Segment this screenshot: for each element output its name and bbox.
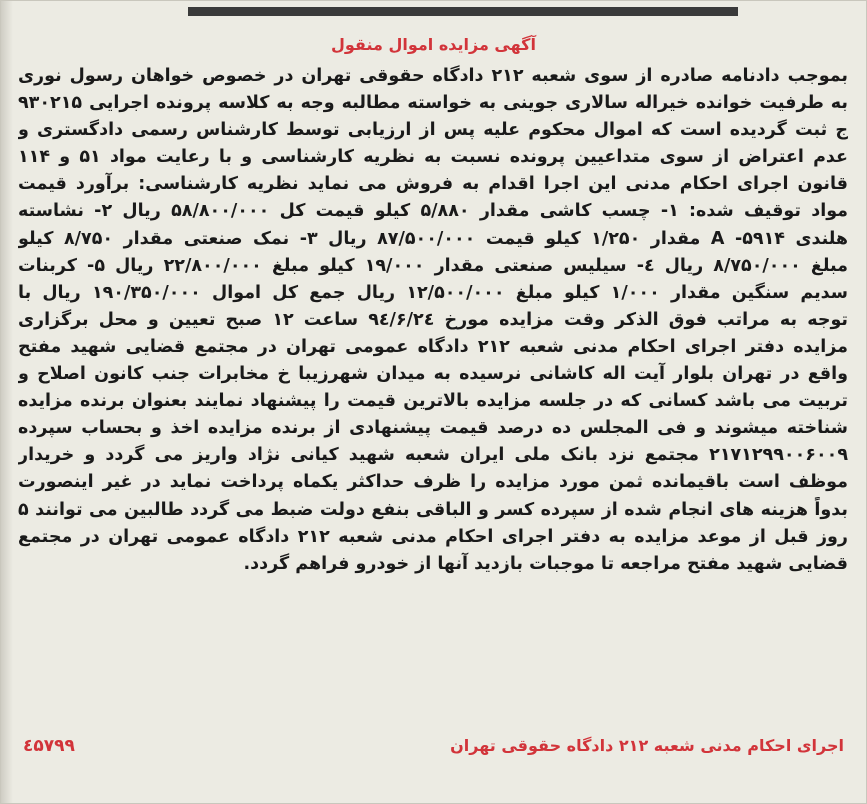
body-line: ج ثبت گردیده است که اموال محکوم علیه پس از ارزیابی توسط کارشناس رسمی دادگستری و [18,120,848,141]
body-line: قانون اجرای احکام مدنی این اجرا اقدام به فروش می نماید نظریه کارشناسی: برآورد قیمت [18,174,848,195]
body-line: بموجب دادنامه صادره از سوی شعبه ۲۱۲ دادگاه حقوقی تهران در خصوص خواهان رسول نوری [18,66,848,86]
body-line: عدم اعتراض از سوی متداعیین پرونده نسبت به نظریه کارشناسی و با رعایت مواد ۵۱ و ۱۱۴ [18,147,848,168]
body-line: قضایی شهید مفتح مراجعه تا موجبات بازدید آنها از خودرو فراهم گردد. [243,553,848,574]
body-line: شناخته میشوند و فی المجلس ده درصد قیمت پیشنهادی از برنده مزایده اخذ و بحساب سپرده [18,418,848,439]
body-line: سدیم سنگین مقدار ۱/۰۰۰ کیلو مبلغ ۱۲/۵۰۰/۰۰۰ ریال جمع کل اموال ۱۹۰/۳۵۰/۰۰۰ ریال با [18,282,848,303]
paper-edge-shadow [1,1,13,804]
body-line: ۲۱۷۱۲۹۹۰۰۶۰۰۹ مجتمع نزد بانک ملی ایران شعبه شهید کیانی نژاد واریز می گردد و خریدار [18,445,848,466]
notice-code: ٤۵۷۹۹ [23,736,75,756]
body-line: مبلغ ۸/۷۵۰/۰۰۰ ریال ٤- سیلیس صنعتی مقدار ۱۹/۰۰۰ کیلو مبلغ ۲۲/۸۰۰/۰۰۰ ریال ۵- کربنات [18,255,848,276]
notice-body [18,63,848,578]
body-line: موظف است باقیمانده ثمن مورد مزایده را ظرف حداکثر یکماه پرداخت نماید در غیر اینصورت [18,472,848,493]
body-line: بدواً هزینه های انجام شده از سپرده کسر و الباقی بنفع دولت ضبط می گردد طالبین می توانند ۵ [18,499,848,520]
body-line: روز قبل از موعد مزایده به دفتر اجرای احکام مدنی شعبه ۲۱۲ دادگاه عمومی تهران در مجتمع [18,526,848,547]
body-line: تربیت می باشد کسانی که در جلسه مزایده بالاترین قیمت را پیشنهاد نمایند بعنوان برنده مزایده [18,391,848,412]
notice-headline: آگهی مزایده اموال منقول [331,35,536,54]
body-line: به طرفیت خوانده خیراله سالاری جوینی به خواسته مطالبه وجه به کلاسه پرونده اجرایی ۹۳۰۲۱۵ [18,93,848,114]
issuer-signature: اجرای احکام مدنی شعبه ۲۱۲ دادگاه حقوقی تهران [450,736,844,755]
body-line: مواد توقیف شده: ۱- چسب کاشی مقدار ۵/۸۸۰ کیلو قیمت کل ۵۸/۸۰۰/۰۰۰ ریال ۲- نشاسته [18,201,848,222]
header-rule [188,7,738,16]
body-line: هلندی A -۵۹۱۴ مقدار ۱/۲۵۰ کیلو قیمت ۸۷/۵۰۰/۰۰۰ ریال ۳- نمک صنعتی مقدار ۸/۷۵۰ کیلو [18,228,848,249]
body-line: واقع در تهران بلوار آیت اله کاشانی نرسیده به میدان شهرزیبا خ مخابرات جنب کانون اصلاح و [18,364,848,385]
notice-footer [23,736,844,762]
body-line: مزایده دفتر اجرای احکام مدنی شعبه ۲۱۲ دادگاه عمومی تهران در مجتمع قضایی شهید مفتح [18,336,848,357]
body-line: توجه به مراتب فوق الذکر وقت مزایده مورخ ۹٤/۶/۲٤ ساعت ۱۲ صبح تعیین و محل برگزاری [18,309,848,330]
